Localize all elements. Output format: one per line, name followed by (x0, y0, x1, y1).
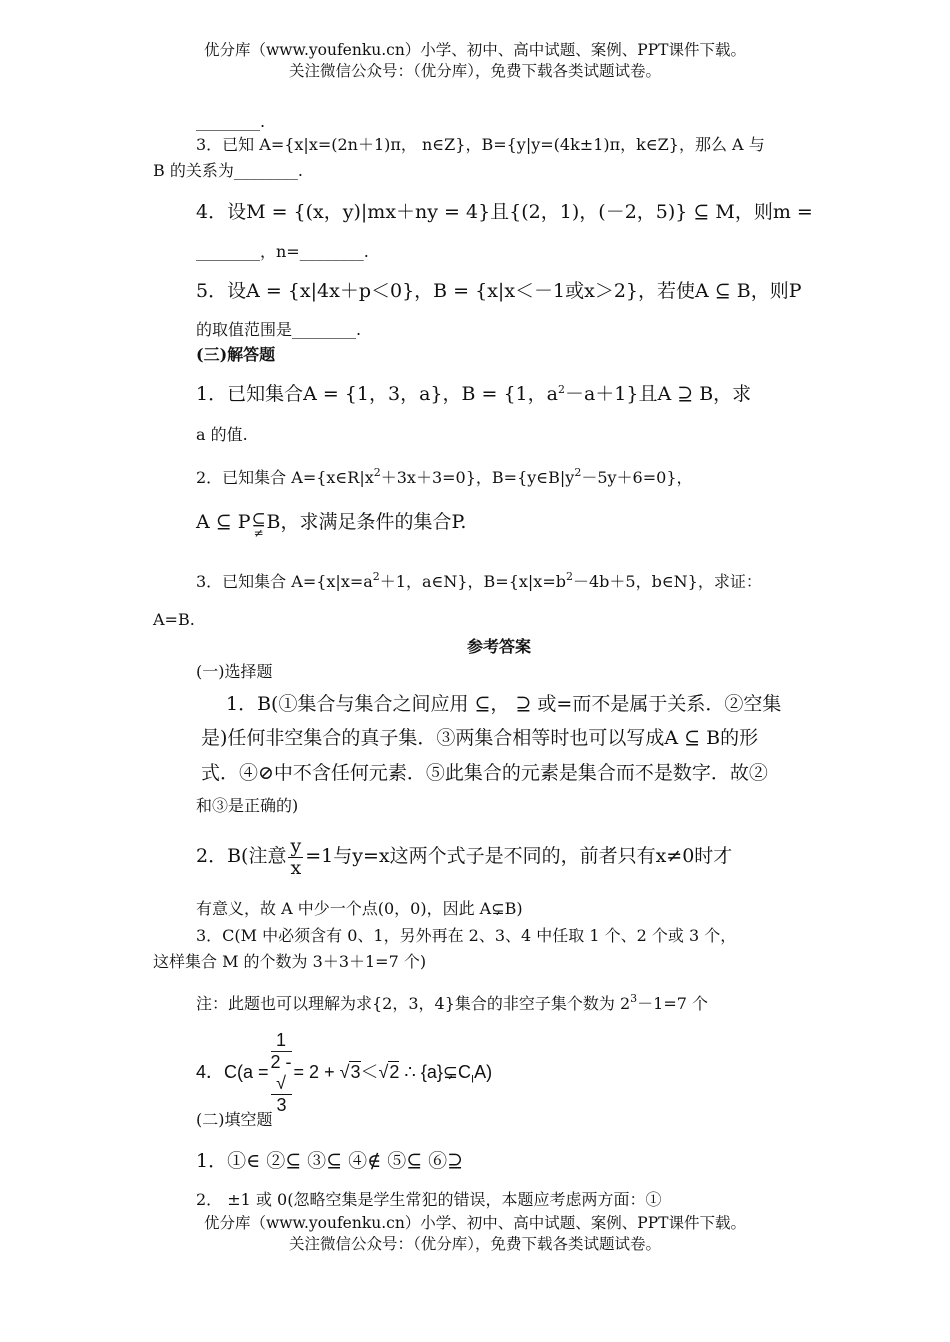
fill-q5-line1: 5．设A = {x|4x＋p＜0}，B = {x|x＜－1或x＞2}，若使A ⊆ B，则P (196, 280, 802, 302)
answer-2-line1: 2．B(注意 $\frac{y}{x}$ =1与y=x这两个式子是不同的，前者只有x≠0时才 (196, 834, 733, 879)
answer-1-line1: 1．B(①集合与集合之间应用 ⊆， ⊇ 或=而不是属于关系．②空集 (226, 693, 782, 715)
fill-answer-2: 2． ±1 或 0(忽略空集是学生常犯的错误，本题应考虑两方面：① (196, 1190, 662, 1209)
choice-title: (一)选择题 (196, 662, 273, 681)
answer-1-line3: 式．④⊘中不含任何元素．⑤此集合的元素是集合而不是数字．故② (201, 762, 768, 784)
blank-tail: ________. (196, 112, 266, 131)
answer-3-note: 注：此题也可以理解为求{2，3，4}集合的非空子集个数为 $2^3-1=7$ 个 (196, 992, 709, 1013)
answer-4-equation: 4．C(a = 1 2 - √ 3 = 2 + √3＜√2 ∴ $\{a\}⊊C_IA$) (196, 1030, 493, 1115)
solve-q2-line1: 2．已知集合 $A=\{x\in R|x^2+3x+3=0\}$，$B=\{y\in B|y^2-5y+6=0\}$， (196, 466, 693, 487)
header-line-1: 优分库（www.youfenku.cn）小学、初中、高中试题、案例、PPT课件下载。 (203, 41, 747, 59)
fill-q4-line1: 4．设M = {(x，y)|mx＋ny = 4}且{(2，1)，(－2，5)} ⊆ M，则m = (196, 201, 813, 223)
solve-q1-line1: 1．已知集合A = {1，3，a}，B = {1，$a^2-a+1$}且A ⊇ B，求 (196, 383, 752, 405)
answer-1-line2: 是)任何非空集合的真子集．③两集合相等时也可以写成A ⊆ B的形 (201, 727, 759, 749)
fill-q5-line2: 的取值范围是________. (196, 320, 362, 339)
footer-line-1: 优分库（www.youfenku.cn）小学、初中、高中试题、案例、PPT课件下载。 (203, 1214, 747, 1232)
answer-1-line4: 和③是正确的) (196, 796, 299, 815)
footer-line-2: 关注微信公众号：（优分库），免费下载各类试题试卷。 (288, 1235, 661, 1253)
fill-answers-title: (二)填空题 (196, 1110, 273, 1129)
answer-3-line2: 这样集合 M 的个数为 3＋3＋1=7 个) (153, 952, 427, 971)
solve-q3-line1: 3．已知集合 $A=\{x|x=a^2+1$，a∈N}，$B=\{x|x=b^2-4b+5$，b∈N}，求证： (196, 570, 762, 591)
answer-3-line1: 3．C(M 中必须含有 0、1，另外再在 2、3、4 中任取 1 个、2 个或 3 个， (196, 926, 737, 945)
answer-2-line2: 有意义，故 A 中少一个点(0，0)，因此 A⊊B) (196, 899, 523, 918)
proper-subset-symbol: ⊆ ≠ (251, 510, 266, 540)
solve-section-title: (三)解答题 (196, 345, 276, 364)
solve-q2-line2: A ⊆ P ⊆ ≠ B，求满足条件的集合P. (196, 510, 467, 540)
answers-title: 参考答案 (466, 637, 531, 656)
header-line-2: 关注微信公众号：（优分库），免费下载各类试题试卷。 (288, 62, 661, 80)
fill-answer-1: 1．①∈ ②⊆ ③⊆ ④∉ ⑤⊆ ⑥⊇ (196, 1150, 464, 1172)
y-over-x-fraction: $\frac{y}{x}$ (290, 834, 302, 879)
fill-q3-line2: B 的关系为________. (153, 161, 303, 180)
fill-q3-line1: 3．已知 A={x|x=(2n＋1)π， n∈Z}，B={y|y=(4k±1)π，k∈Z}，那么 A 与 (196, 135, 765, 154)
solve-q1-line2: a 的值. (196, 425, 248, 444)
answer-4-fraction: 1 2 - √ 3 (270, 1030, 292, 1115)
solve-q3-line2: A=B. (153, 610, 195, 629)
fill-q4-line2: ________，n=________. (196, 242, 369, 261)
